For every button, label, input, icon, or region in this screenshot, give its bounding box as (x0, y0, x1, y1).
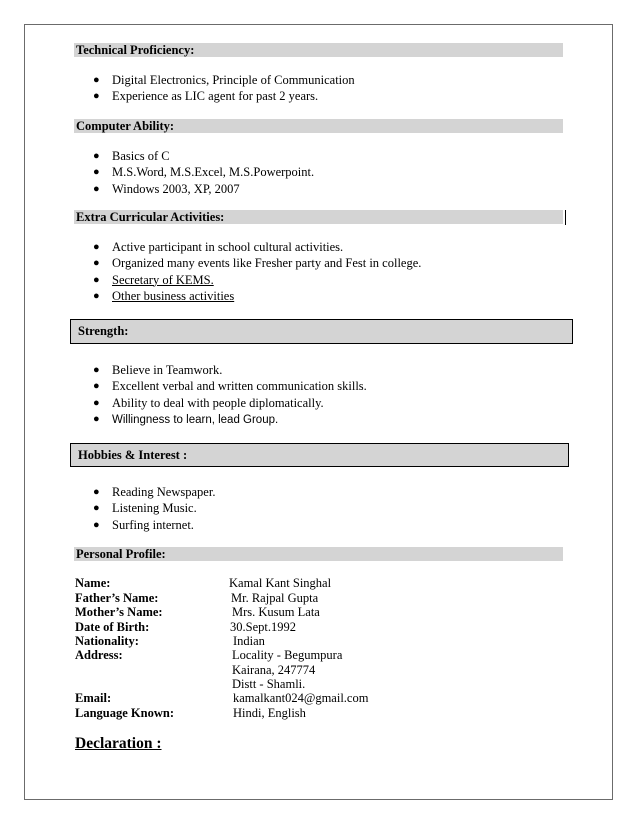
section-hobbies-heading: Hobbies & Interest : (70, 443, 569, 467)
bullet-icon: ● (93, 257, 100, 270)
bullet-icon: ● (93, 150, 100, 162)
bullet-icon: ● (93, 380, 100, 393)
list-item: ● Ability to deal with people diplomatically. (93, 395, 324, 410)
list-item: ● M.S.Word, M.S.Excel, M.S.Powerpoint. (93, 165, 315, 180)
address-label: Address: (75, 648, 123, 662)
email-label: Email: (75, 691, 112, 705)
list-item: ● Other business activities (93, 288, 235, 303)
bullet-icon: ● (93, 518, 100, 531)
mother-value: Mrs. Kusum Lata (232, 605, 320, 619)
address-line-2: Kairana, 247774 (232, 663, 316, 677)
list-item: ● Active participant in school cultural activities. (93, 240, 344, 254)
list-item: ● Excellent verbal and written communication skills. (93, 379, 367, 394)
divider (565, 210, 566, 225)
father-value: Mr. Rajpal Gupta (231, 591, 319, 605)
bullet-icon: ● (93, 289, 100, 302)
language-value: Hindi, English (233, 706, 306, 720)
dob-label: Date of Birth: (75, 620, 150, 634)
address-line-1: Locality - Begumpura (232, 648, 343, 662)
address-line-3: Distt - Shamli. (232, 677, 306, 691)
bullet-icon: ● (93, 396, 100, 409)
nationality-value: Indian (233, 634, 265, 648)
section-technical-heading: Technical Proficiency: (74, 43, 563, 57)
bullet-icon: ● (93, 412, 100, 425)
section-profile-heading: Personal Profile: (74, 547, 563, 561)
technical-list (75, 72, 355, 105)
bullet-icon: ● (93, 364, 100, 376)
list-item: ● Surfing internet. (93, 517, 194, 532)
mother-label: Mother’s Name: (75, 605, 163, 619)
list-item: ● Organized many events like Fresher party and Fest in college. (93, 256, 422, 271)
dob-value: 30.Sept.1992 (230, 620, 296, 634)
computer-list (75, 148, 314, 197)
bullet-icon: ● (93, 241, 100, 253)
bullet-icon: ● (93, 273, 100, 286)
section-computer-heading: Computer Ability: (74, 119, 563, 133)
extra-list (75, 239, 421, 304)
list-item: ● Basics of C (93, 149, 170, 163)
nationality-label: Nationality: (75, 634, 139, 648)
bullet-icon: ● (93, 166, 100, 179)
list-item: ● Willingness to learn, lead Group. (93, 412, 279, 426)
list-item: ● Digital Electronics, Principle of Communication (93, 73, 355, 87)
father-label: Father’s Name: (75, 591, 159, 605)
name-label: Name: (75, 576, 111, 590)
bullet-icon: ● (93, 90, 100, 103)
strength-list (75, 362, 367, 428)
list-item: ● Secretary of KEMS. (93, 272, 214, 287)
hobbies-list (75, 484, 215, 533)
bullet-icon: ● (93, 502, 100, 515)
email-value: kamalkant024@gmail.com (233, 691, 369, 705)
bullet-icon: ● (93, 182, 100, 195)
list-item: ● Believe in Teamwork. (93, 363, 223, 377)
declaration-heading: Declaration : (75, 735, 162, 752)
section-strength-heading: Strength: (70, 319, 573, 344)
list-item: ● Reading Newspaper. (93, 485, 216, 499)
list-item: ● Experience as LIC agent for past 2 years. (93, 89, 319, 104)
list-item: ● Windows 2003, XP, 2007 (93, 181, 240, 196)
bullet-icon: ● (93, 74, 100, 86)
name-value: Kamal Kant Singhal (229, 576, 332, 590)
bullet-icon: ● (93, 486, 100, 498)
section-extra-heading: Extra Curricular Activities: (74, 210, 563, 224)
list-item: ● Listening Music. (93, 501, 197, 516)
language-label: Language Known: (75, 706, 174, 720)
